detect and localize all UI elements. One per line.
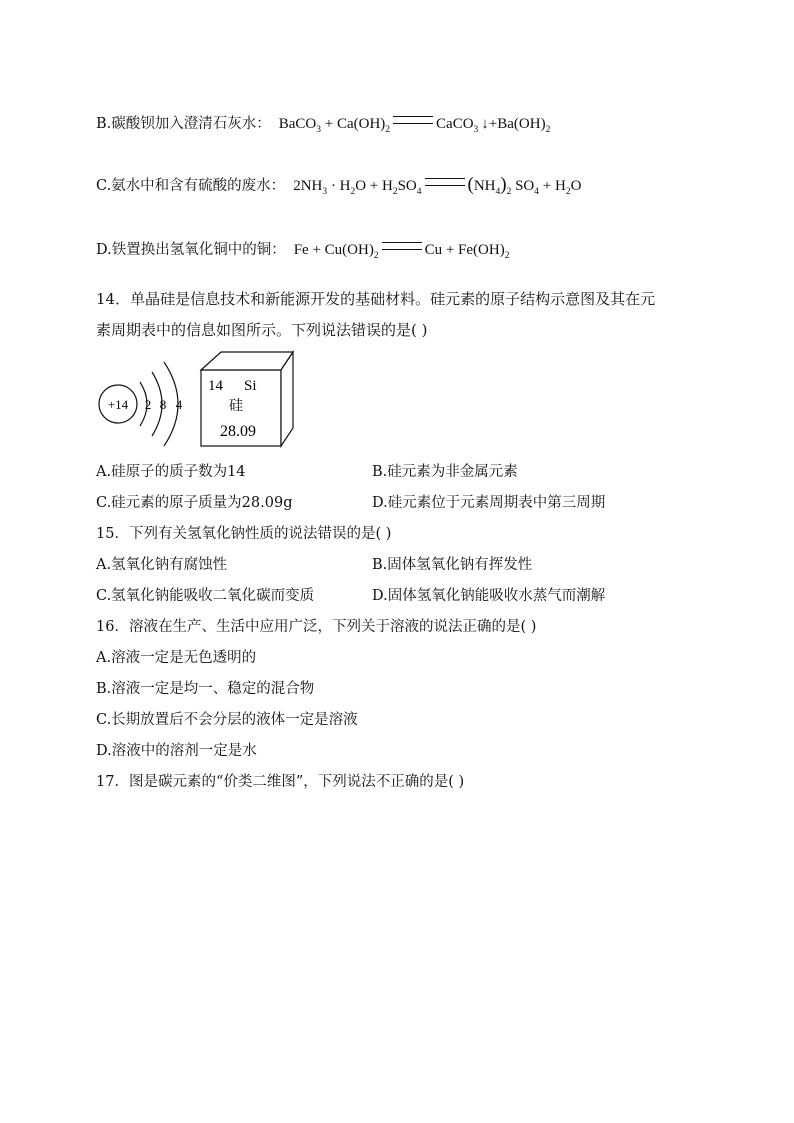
q16-option-c: C.长期放置后不会分层的液体一定是溶液 xyxy=(96,712,358,728)
shell-3-electrons: 4 xyxy=(175,397,183,412)
silicon-atom-and-periodic-cell xyxy=(96,348,306,448)
q14-stem-line-1: 14．单晶硅是信息技术和新能源开发的基础材料。硅元素的原子结构示意图及其在元 xyxy=(96,290,656,308)
q14-stem-line-2: 素周期表中的信息如图所示。下列说法错误的是( ) xyxy=(96,321,428,339)
q13-option-c-text: C.氨水中和含有硫酸的废水： xyxy=(96,178,286,194)
shell-2-electrons: 8 xyxy=(159,397,167,412)
q13-option-b xyxy=(96,114,550,134)
q14-option-d: D.硅元素位于元素周期表中第三周期 xyxy=(372,495,606,511)
q13-option-d-equation: $Fe + Cu(OH)_2$ $Cu + Fe(OH)_2$ xyxy=(293,242,510,261)
q13-option-c-equation: $2NH_3 \cdot H_2O + H_2SO_4$ $(NH_4)_2$ $SO_4 + H_2O$ xyxy=(293,174,582,197)
precipitate-arrow-icon: ↓ xyxy=(481,116,489,132)
element-cell-top xyxy=(201,352,293,370)
q15-option-c: C.氢氧化钠能吸收二氧化碳而变质 xyxy=(96,588,315,604)
q13-option-b-text: B.碳酸钡加入澄清石灰水： xyxy=(96,116,271,132)
q15-option-d: D.固体氢氧化钠能吸收水蒸气而潮解 xyxy=(372,588,606,604)
element-name: 硅 xyxy=(229,398,243,414)
silicon-figure xyxy=(96,348,306,452)
q15-stem: 15．下列有关氢氧化钠性质的说法错误的是( ) xyxy=(96,526,392,542)
q14-option-a: A.硅原子的质子数为14 xyxy=(96,464,246,480)
q15-option-b: B.固体氢氧化钠有挥发性 xyxy=(372,557,533,573)
element-symbol: Si xyxy=(244,378,257,394)
q15-option-a: A.氢氧化钠有腐蚀性 xyxy=(96,557,228,573)
q16-option-a: A.溶液一定是无色透明的 xyxy=(96,650,257,666)
equals-sign xyxy=(393,116,433,124)
q14-option-b: B.硅元素为非金属元素 xyxy=(372,464,518,480)
q13-option-d-text: D.铁置换出氢氧化铜中的铜： xyxy=(96,242,286,258)
atomic-number: 14 xyxy=(208,378,223,394)
q16-option-b: B.溶液一定是均一、稳定的混合物 xyxy=(96,681,315,697)
q14-option-c: C.硅元素的原子质量为28.09g xyxy=(96,495,293,511)
nucleus-charge: +14 xyxy=(107,397,129,412)
shell-1-electrons: 2 xyxy=(144,397,152,412)
equals-sign xyxy=(425,178,465,186)
q16-stem: 16．溶液在生产、生活中应用广泛，下列关于溶液的说法正确的是( ) xyxy=(96,619,537,635)
q13-option-d xyxy=(96,240,509,260)
q13-option-b-equation: BaCO$_3$ + $Ca(OH)_2$ CaCO$_3$ $↓+Ba(OH)_2$ xyxy=(278,116,551,135)
q16-option-d: D.溶液中的溶剂一定是水 xyxy=(96,743,257,759)
atomic-mass: 28.09 xyxy=(220,423,256,440)
equals-sign xyxy=(382,242,422,250)
q17-stem: 17．图是碳元素的“价类二维图”，下列说法不正确的是( ) xyxy=(96,774,465,790)
q13-option-c xyxy=(96,176,581,196)
